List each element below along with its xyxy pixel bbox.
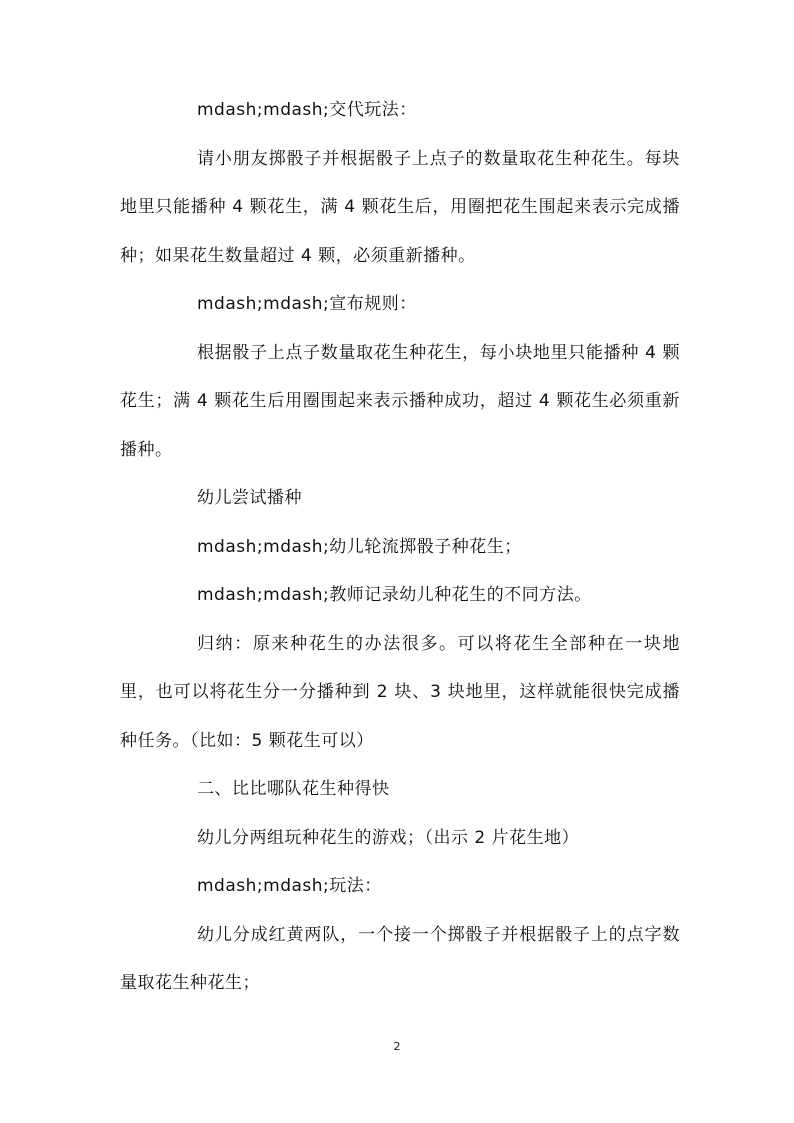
paragraph-play-heading: mdash;mdash;玩法： (197, 876, 382, 896)
paragraph-trial-step-1: mdash;mdash;幼儿轮流掷骰子种花生； (197, 536, 522, 557)
paragraph-trial-step-2: mdash;mdash;教师记录幼儿种花生的不同方法。 (197, 585, 592, 605)
document-body (120, 86, 680, 1008)
page-number: 2 (393, 1040, 401, 1053)
paragraph-rules-text: 根据骰子上点子数量取花生种花生，每小块地里只能播种 4 颗花生；满 4 颗花生后用圈围起来表示播种成功，超过 4 颗花生必须重新播种。 (120, 342, 680, 460)
section-heading-2: 二、比比哪队花生种得快 (197, 779, 390, 799)
paragraph-summary: 归纳：原来种花生的办法很多。可以将花生全部种在一块地里，也可以将花生分一分播种到 2 块、3 块地里，这样就能很快完成播种任务。（比如：5 颗花生可以） (120, 633, 680, 751)
paragraph-rules-heading: mdash;mdash;宣布规则： (197, 294, 417, 314)
paragraph-gameplay-instructions: 请小朋友掷骰子并根据骰子上点子的数量取花生种花生。每块地里只能播种 4 颗花生，满 4 颗花生后，用圈把花生围起来表示完成播种；如果花生数量超过 4 颗，必须重新播种。 (120, 148, 680, 266)
paragraph-gameplay-heading: mdash;mdash;交代玩法： (197, 100, 417, 120)
paragraph-play-text: 幼儿分成红黄两队，一个接一个掷骰子并根据骰子上的点字数量取花生种花生； (120, 924, 680, 993)
paragraph-trial-heading: 幼儿尝试播种 (197, 488, 302, 508)
paragraph-group-game: 幼儿分两组玩种花生的游戏；（出示 2 片花生地） (197, 827, 580, 848)
